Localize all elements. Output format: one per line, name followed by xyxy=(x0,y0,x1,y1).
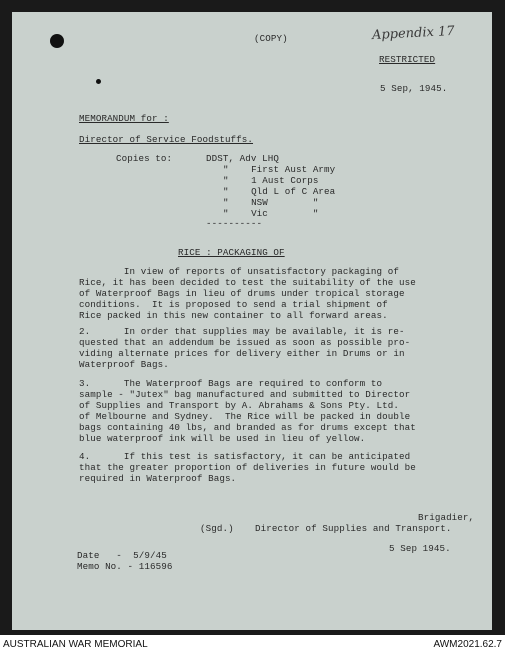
paragraph-line: required in Waterproof Bags. xyxy=(79,473,237,484)
copies-item: " NSW " xyxy=(223,197,319,208)
paragraph-line: Rice, it has been decided to test the suitability of the use xyxy=(79,277,416,288)
copies-item: DDST, Adv LHQ xyxy=(206,153,279,164)
date-bottom: 5 Sep 1945. xyxy=(389,543,451,554)
paragraph-line: bags containing 40 lbs, and branded as for drums except that xyxy=(79,422,416,433)
copies-item: " 1 Aust Corps xyxy=(223,175,319,186)
ink-spot xyxy=(96,79,101,84)
signature-rank: Brigadier, xyxy=(418,512,475,523)
memo-number: Memo No. - 116596 xyxy=(77,561,173,572)
paragraph-line: quested that an addendum be issued as soon as possible pro- xyxy=(79,337,411,348)
paragraph-line: In view of reports of unsatisfactory packaging of xyxy=(79,266,399,277)
paragraph-line: Rice packed in this new container to all forward areas. xyxy=(79,310,388,321)
paragraph-line: of Waterproof Bags in lieu of drums under tropical storage xyxy=(79,288,405,299)
memo-for: MEMORANDUM for : xyxy=(79,113,169,124)
paragraph-line: conditions. It is proposed to send a trial shipment of xyxy=(79,299,388,310)
paragraph-line: of Supplies and Transport by A. Abrahams & Sons Pty. Ltd. xyxy=(79,400,399,411)
signature-title: Director of Supplies and Transport. xyxy=(255,523,452,534)
footer-accession: AWM2021.62.7 xyxy=(433,639,502,650)
paragraph-line: viding alternate prices for delivery either in Drums or in xyxy=(79,348,405,359)
paragraph-line: 3. The Waterproof Bags are required to conform to xyxy=(79,378,383,389)
paragraph-line: blue waterproof ink will be used in lieu of yellow. xyxy=(79,433,366,444)
date-top: 5 Sep, 1945. xyxy=(380,83,448,94)
copies-item: " First Aust Army xyxy=(223,164,336,175)
paragraph-line: sample - "Jutex" bag manufactured and submitted to Director xyxy=(79,389,411,400)
copies-item: " Qld L of C Area xyxy=(223,186,336,197)
paragraph-line: 4. If this test is satisfactory, it can be anticipated xyxy=(79,451,411,462)
appendix-annotation: Appendix 17 xyxy=(371,23,455,44)
paragraph-line: 2. In order that supplies may be available, it is re- xyxy=(79,326,405,337)
date-line: Date - 5/9/45 xyxy=(77,550,167,561)
copy-mark: (COPY) xyxy=(254,33,288,44)
copies-label: Copies to: xyxy=(116,153,173,164)
footer-bar xyxy=(0,635,505,653)
paragraph-line: that the greater proportion of deliveries in future would be xyxy=(79,462,416,473)
paragraph-line: of Melbourne and Sydney. The Rice will be packed in double xyxy=(79,411,411,422)
footer-institution: AUSTRALIAN WAR MEMORIAL xyxy=(3,639,148,650)
divider: ---------- xyxy=(206,218,263,229)
restricted-label: RESTRICTED xyxy=(379,54,436,65)
subject-heading: RICE : PACKAGING OF xyxy=(178,247,285,258)
addressee: Director of Service Foodstuffs. xyxy=(79,134,254,145)
document-page xyxy=(12,12,492,630)
paragraph-line: Waterproof Bags. xyxy=(79,359,169,370)
punch-hole xyxy=(50,34,64,48)
copies-item: " Vic " xyxy=(223,208,319,219)
signature-sgd: (Sgd.) xyxy=(200,523,234,534)
